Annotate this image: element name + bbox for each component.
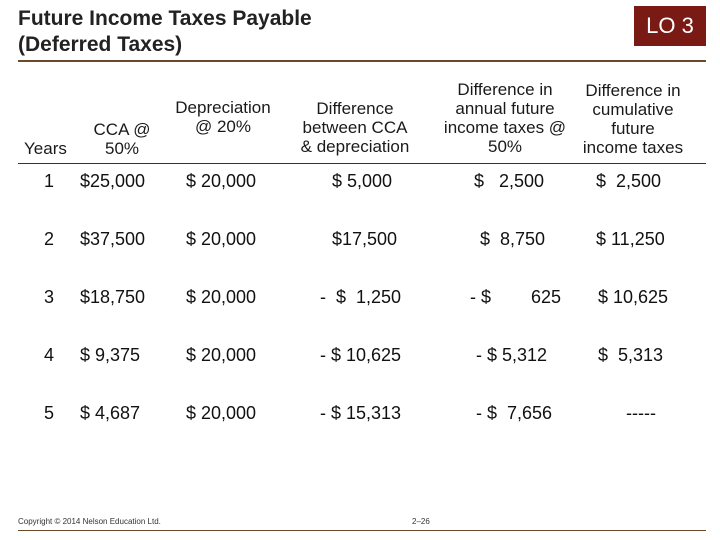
header-difference: Difference between CCA & depreciation: [300, 99, 410, 156]
row-2-difference: $17,500: [332, 229, 398, 249]
row-4-depreciation: $ 20,000: [186, 345, 257, 365]
copyright-notice: Copyright © 2014 Nelson Education Ltd.: [18, 517, 161, 526]
row-4-difference: - $ 10,625: [320, 345, 402, 365]
row-5-cumulative: -----: [626, 403, 656, 423]
row-2-cca: $37,500: [80, 229, 146, 249]
row-5-year: 5: [44, 403, 55, 423]
header-depreciation: Depreciation @ 20%: [175, 98, 271, 136]
row-1-annual: $ 2,500: [474, 171, 545, 191]
row-3-cumulative: $ 10,625: [598, 287, 669, 307]
row-3-depreciation: $ 20,000: [186, 287, 257, 307]
row-1-cumulative: $ 2,500: [596, 171, 662, 191]
learning-objective-badge: LO 3: [634, 6, 706, 46]
row-3-cca: $18,750: [80, 287, 146, 307]
row-4-year: 4: [44, 345, 55, 365]
row-3-annual: - $ 625: [470, 287, 562, 307]
row-1-year: 1: [44, 171, 55, 191]
row-5-cca: $ 4,687: [80, 403, 141, 423]
row-2-cumulative: $ 11,250: [596, 229, 665, 249]
row-2-year: 2: [44, 229, 55, 249]
header-annual-future-taxes: Difference in annual future income taxes @ 50%: [443, 80, 567, 156]
title-divider: [18, 60, 706, 62]
row-1-difference: $ 5,000: [332, 171, 393, 191]
row-2-annual: $ 8,750: [480, 229, 546, 249]
header-years: Years: [24, 139, 67, 158]
row-3-difference: - $ 1,250: [320, 287, 402, 307]
row-5-depreciation: $ 20,000: [186, 403, 257, 423]
title-line-2: (Deferred Taxes): [18, 33, 183, 56]
title-line-1: Future Income Taxes Payable: [18, 7, 312, 30]
row-2-depreciation: $ 20,000: [186, 229, 257, 249]
header-cca: CCA @ 50%: [93, 120, 151, 158]
row-1-cca: $25,000: [80, 171, 146, 191]
row-4-cca: $ 9,375: [80, 345, 141, 365]
header-cumulative-future-taxes: Difference in cumulative future income taxes: [582, 81, 684, 157]
row-4-cumulative: $ 5,313: [598, 345, 664, 365]
row-3-year: 3: [44, 287, 55, 307]
header-divider: [18, 163, 706, 164]
row-5-annual: - $ 7,656: [476, 403, 553, 423]
row-5-difference: - $ 15,313: [320, 403, 402, 423]
footer-divider: [18, 530, 706, 531]
row-4-annual: - $ 5,312: [476, 345, 548, 365]
slide-title: [18, 6, 312, 58]
page-number: 2–26: [412, 517, 430, 526]
row-1-depreciation: $ 20,000: [186, 171, 257, 191]
